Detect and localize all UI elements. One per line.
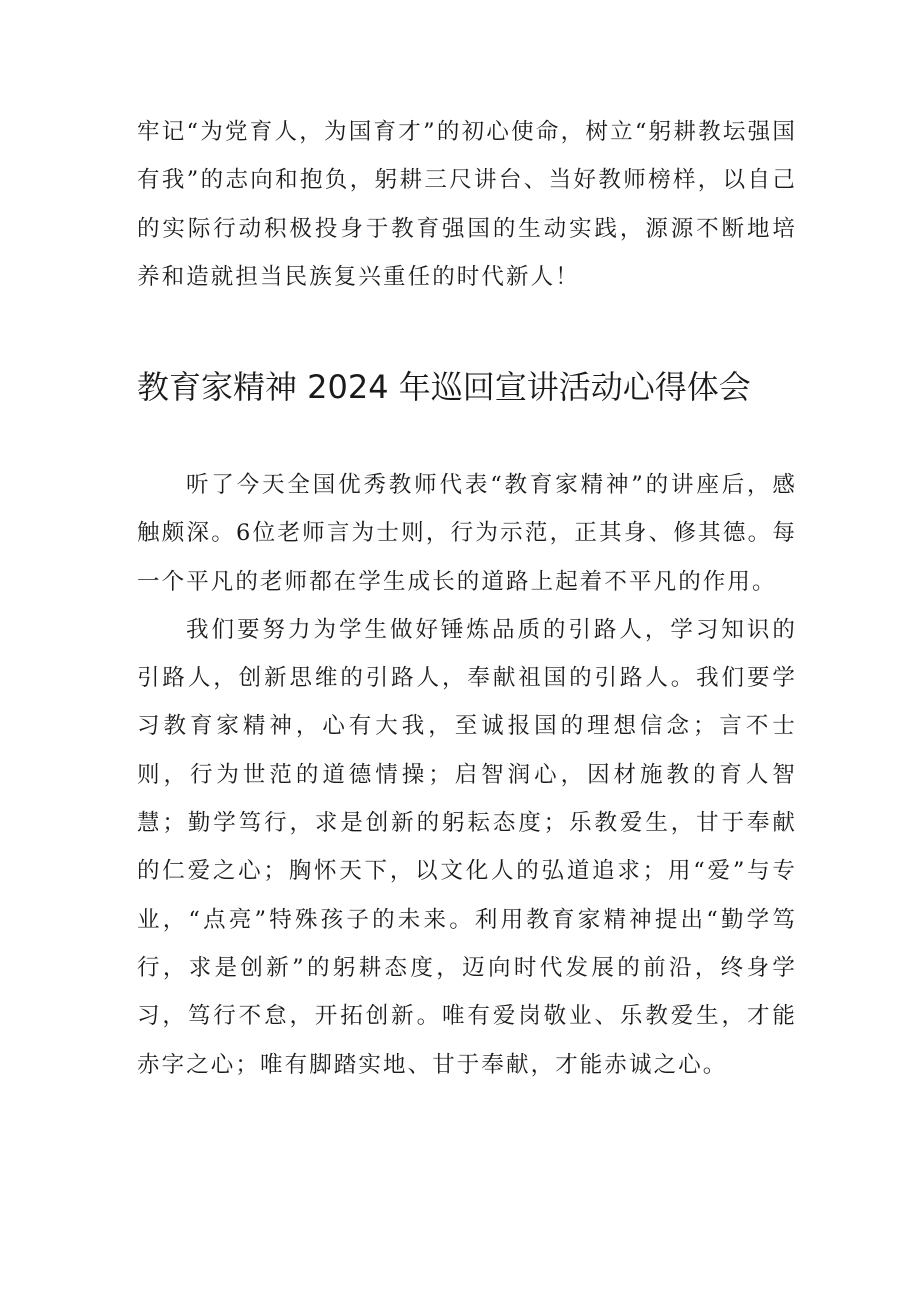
intro-paragraph: 牢记“为党育人，为国育才”的初心使命，树立“躬耕教坛强国有我”的志向和抱负，躬耕三尺讲台、当好教师榜样，以自己的实际行动积极投身于教育强国的生动实践，源源不断地培养和造就担当民族复兴重任的时代新人！: [137, 119, 797, 290]
body-paragraph-1: 听了今天全国优秀教师代表“教育家精神”的讲座后，感触颇深。6位老师言为士则，行为示范，正其身、修其德。每一个平凡的老师都在学生成长的道路上起着不平凡的作用。: [137, 472, 797, 595]
document-title: 教育家精神 2024 年巡回宣讲活动心得体会: [137, 368, 751, 406]
intro-section: [137, 108, 797, 301]
body-paragraph-2: 我们要努力为学生做好锤炼品质的引路人，学习知识的引路人，创新思维的引路人，奉献祖国的引路人。我们要学习教育家精神，心有大我，至诚报国的理想信念；言不士则，行为世范的道德情操；启智润心，因材施教的育人智慧；勤学笃行，求是创新的躬耘态度；乐教爱生，甘于奉献的仁爱之心；胸怀天下，以文化人的弘道追求；用“爱”与专业，“点亮”特殊孩子的未来。利用教育家精神提出“勤学笃行，求是创新”的躬耕态度，迈向时代发展的前沿，终身学习，笃行不怠，开拓创新。唯有爱岗敬业、乐教爱生，才能赤字之心；唯有脚踏实地、甘于奉献，才能赤诚之心。: [137, 616, 797, 1078]
body-section: [137, 461, 797, 1089]
